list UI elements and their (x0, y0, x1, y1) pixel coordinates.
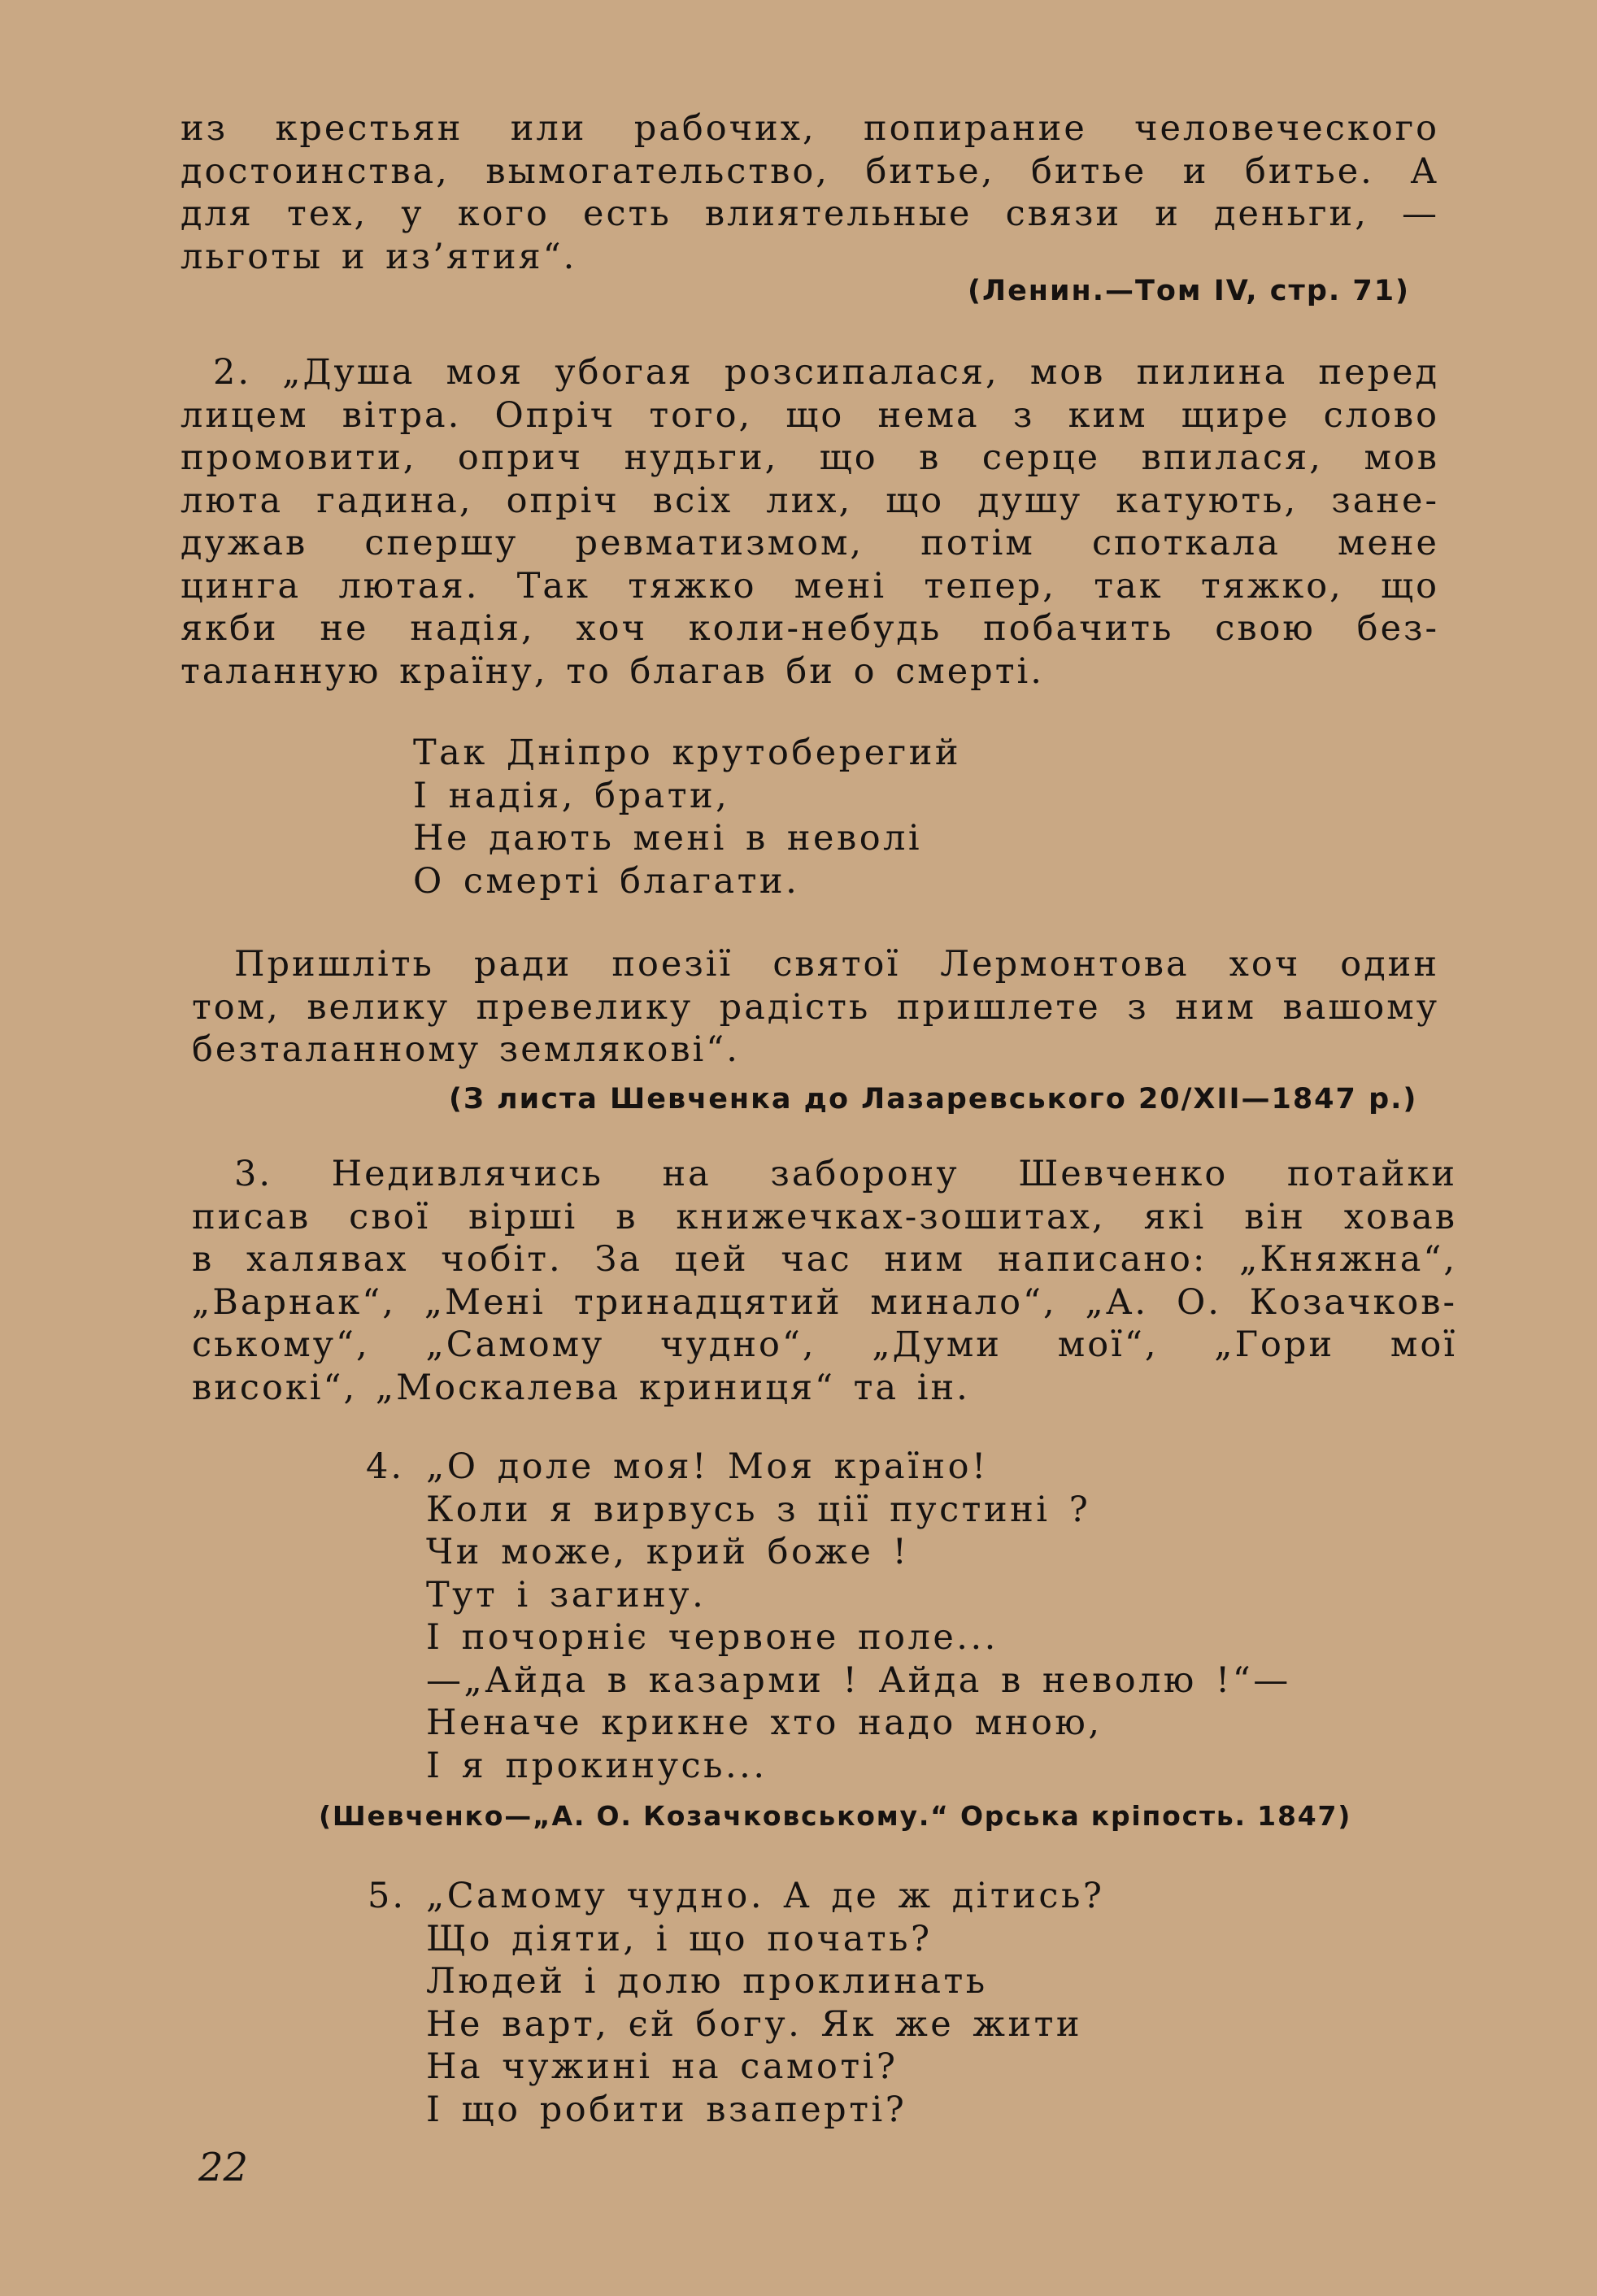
text-line: ському“, „Самому чудно“, „Думи мої“, „Гори мої (192, 1324, 1457, 1365)
verse-line: Не дають мені в неволі (413, 818, 923, 859)
paragraph-shevchenko-letter (181, 351, 1439, 693)
text-line: „Варнак“, „Мені тринадцятий минало“, „А. О. Козачков- (192, 1281, 1457, 1323)
text-line: 2. „Душа моя убогая розсипалася, мов пилина перед (213, 352, 1439, 393)
verse-o-dole (426, 1446, 1291, 1787)
verse-line: Неначе крикне хто надо мною, (426, 1702, 1103, 1743)
text-line: в халявах чобіт. За цей час ним написано: „Княжна“, (192, 1239, 1457, 1280)
text-line: лицем вітра. Опріч того, що нема з ким щире слово (181, 394, 1439, 436)
text-line: том, велику превелику радість пришлете з ним вашому (192, 986, 1439, 1028)
text-line: дужав спершу ревматизмом, потім споткала мене (181, 523, 1439, 563)
text-line: промовити, оприч нудьги, що в серце впилася, мов (181, 437, 1439, 478)
verse-line: „О доле моя! Моя країно! (426, 1446, 989, 1487)
text-line: льготы и из’ятия“. (181, 236, 577, 277)
text-line: 3. Недивлячись на заборону Шевченко потайки (234, 1154, 1457, 1194)
source-citation-shevchenko: (Шевченко—„А. О. Козачковському.“ Орська кріпость. 1847) (319, 1800, 1352, 1832)
source-citation-lenin: (Ленин.—Том IV, стр. 71) (968, 275, 1411, 307)
text-line: люта гадина, опріч всіх лих, що душу катують, зане- (181, 480, 1439, 521)
verse-line: „Самому чудно. А де ж дітись? (426, 1876, 1105, 1916)
text-line: из крестьян или рабочих, попирание человеческого (181, 108, 1439, 149)
verse-line: —„Айда в казарми ! Айда в неволю !“— (426, 1659, 1291, 1701)
verse-line: Коли я вирвусь з ції пустині ? (426, 1489, 1091, 1530)
text-line: писав свої вірші в книжечках-зошитах, які він ховав (192, 1196, 1457, 1237)
verse-line: О смерті благати. (413, 860, 800, 902)
verse-line: І надія, брати, (413, 775, 730, 816)
verse-dnipro (413, 732, 961, 902)
text-line: таланную країну, то благав би о смерті. (181, 650, 1044, 692)
verse-line: І я прокинусь... (426, 1745, 768, 1786)
verse-line: І що робити взаперті? (426, 2089, 907, 2130)
verse-line: Чи може, крий боже ! (426, 1532, 910, 1572)
verse-samomu-chudno (426, 1875, 1104, 2131)
verse-line: І почорніє червоне поле... (426, 1617, 999, 1658)
text-line: цинга лютая. Так тяжко мені тепер, так тяжко, що (181, 565, 1439, 607)
verse-line: Не варт, єй богу. Як же жити (426, 2003, 1083, 2045)
verse-line: Так Дніпро крутоберегий (413, 733, 962, 773)
text-line: Пришліть ради поезії святої Лермонтова хоч один (234, 944, 1439, 985)
verse-line: Людей і долю проклинать (426, 1961, 988, 2002)
text-line: високі“, „Москалева криниця“ та ін. (192, 1367, 970, 1408)
item-number: 5. (368, 1876, 407, 1916)
verse-line: На чужині на самоті? (426, 2046, 899, 2087)
verse-line: Що діяти, і що почать? (426, 1918, 933, 1959)
paragraph-secret-poems (192, 1153, 1457, 1409)
text-line: безталанному землякові“. (192, 1029, 740, 1070)
item-number: 4. (366, 1446, 405, 1487)
text-line: достоинства, вымогательство, битье, битье и битье. А (181, 150, 1439, 192)
paragraph-lenin-quote (181, 107, 1439, 278)
source-citation-letter: (З листа Шевченка до Лазаревського 20/XII—1847 р.) (449, 1083, 1418, 1115)
page-number: 22 (198, 2145, 249, 2190)
verse-line: Тут і загину. (426, 1574, 707, 1615)
text-line: якби не надія, хоч коли-небудь побачить свою без- (181, 608, 1439, 649)
paragraph-lermontov-request (192, 943, 1439, 1072)
text-line: для тех, у кого есть влиятельные связи и деньги, — (181, 194, 1439, 234)
